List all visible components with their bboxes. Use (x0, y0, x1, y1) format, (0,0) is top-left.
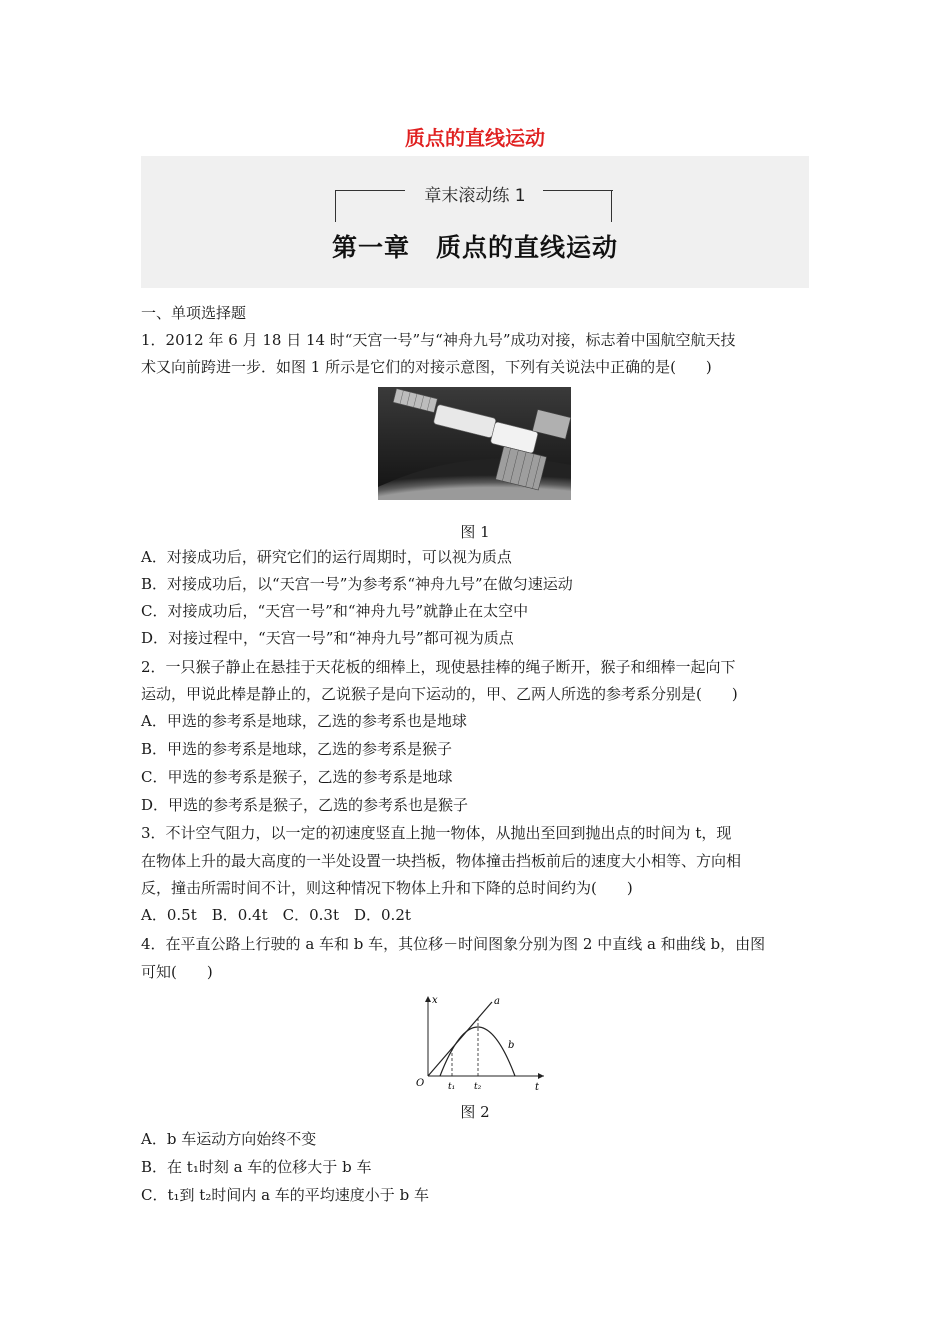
line-a-label: a (494, 996, 500, 1007)
q3-line-2: 在物体上升的最大高度的一半处设置一块挡板，物体撞击挡板前后的速度大小相等、方向相 (141, 852, 742, 870)
figure-2-caption: 图 2 (460, 1103, 490, 1121)
q3-line-3: 反，撞击所需时间不计，则这种情况下物体上升和下降的总时间约为( ) (141, 879, 633, 897)
t1-label: t₁ (448, 1082, 456, 1092)
q1-option-c: C．对接成功后，“天宫一号”和“神舟九号”就静止在太空中 (141, 602, 529, 620)
section-heading: 一、单项选择题 (141, 304, 247, 322)
q3-line-1: 3．不计空气阻力，以一定的初速度竖直上抛一物体，从抛出至回到抛出点的时间为 t，现 (141, 824, 732, 842)
curve-b (440, 1027, 515, 1076)
q4-line-1: 4．在平直公路上行驶的 a 车和 b 车，其位移－时间图象分别为图 2 中直线 a 和曲线 b，由图 (141, 935, 766, 953)
q3-options: A．0.5t B．0.4t C．0.3t D．0.2t (141, 906, 411, 924)
q1-option-a: A．对接成功后，研究它们的运行周期时，可以视为质点 (141, 548, 512, 566)
q2-option-b: B．甲选的参考系是地球，乙选的参考系是猴子 (141, 740, 453, 758)
banner-subtitle: 章末滚动练 1 (424, 186, 526, 206)
page-title: 质点的直线运动 (405, 126, 545, 150)
y-axis-label: x (432, 995, 438, 1006)
q2-line-1: 2．一只猴子静止在悬挂于天花板的细棒上，现使悬挂棒的绳子断开，猴子和细棒一起向下 (141, 658, 736, 676)
q1-line-1: 1．2012 年 6 月 18 日 14 时“天宫一号”与“神舟九号”成功对接，标志着中国航空航天技 (141, 331, 736, 349)
figure-1-caption: 图 1 (460, 523, 490, 541)
q1-option-d: D．对接过程中，“天宫一号”和“神舟九号”都可视为质点 (141, 629, 514, 647)
curve-b-label: b (508, 1040, 515, 1051)
q4-option-c: C．t₁到 t₂时间内 a 车的平均速度小于 b 车 (141, 1186, 429, 1204)
q2-option-d: D．甲选的参考系是猴子，乙选的参考系也是猴子 (141, 796, 469, 814)
q2-option-a: A．甲选的参考系是地球，乙选的参考系也是地球 (141, 712, 467, 730)
q4-option-b: B．在 t₁时刻 a 车的位移大于 b 车 (141, 1158, 372, 1176)
q2-line-2: 运动，甲说此棒是静止的，乙说猴子是向下运动的，甲、乙两人所选的参考系分别是( ) (141, 685, 738, 703)
q1-line-2: 术又向前跨进一步．如图 1 所示是它们的对接示意图，下列有关说法中正确的是( ) (141, 358, 712, 376)
x-axis-label: t (535, 1082, 540, 1092)
q4-option-a: A．b 车运动方向始终不变 (141, 1130, 317, 1148)
chapter-title: 第一章 质点的直线运动 (331, 233, 618, 262)
line-a (428, 1002, 492, 1076)
t2-label: t₂ (474, 1082, 482, 1092)
q1-option-b: B．对接成功后，以“天宫一号”为参考系“神舟九号”在做匀速运动 (141, 575, 573, 593)
q2-option-c: C．甲选的参考系是猴子，乙选的参考系是地球 (141, 768, 453, 786)
origin-label: O (416, 1078, 425, 1089)
displacement-time-graph (408, 992, 548, 1092)
docking-illustration (378, 387, 571, 500)
q4-line-2: 可知( ) (141, 963, 213, 981)
chapter-banner (141, 156, 809, 288)
